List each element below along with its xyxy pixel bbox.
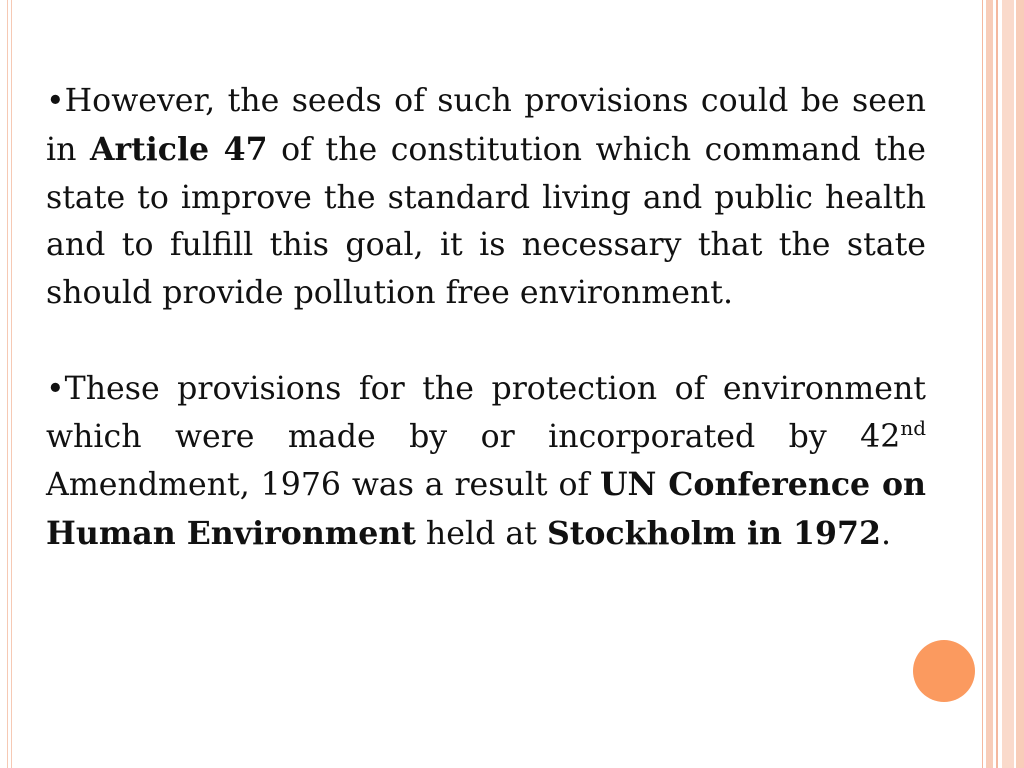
right-decor-bar [1016, 0, 1024, 768]
stockholm-highlight: Stockholm in 1972 [546, 515, 881, 553]
slide-body [46, 78, 926, 559]
paragraph-2-text: •These provisions for the protection of environment which were made by or incorporated by 42 [46, 370, 926, 455]
un-conference-highlight: UN Conference on Human Environment [46, 466, 926, 553]
left-frame-line [11, 0, 12, 768]
left-frame-line [7, 0, 8, 768]
paragraph-1-text: of the constitution which command the state to improve the standard living and public health and to fulfill this goal, it is necessary that the state should provide pollution free environment. [46, 131, 926, 312]
orange-circle-decoration [913, 640, 975, 702]
right-decor-bar [1002, 0, 1014, 768]
paragraph-2-text: held at [415, 516, 547, 553]
ordinal-superscript: nd [900, 415, 926, 440]
article-47-highlight: Article 47 [90, 130, 268, 168]
right-decor-bar [986, 0, 993, 768]
right-decor-bar [996, 0, 998, 768]
right-decor-bar [982, 0, 983, 768]
paragraph-2-text: Amendment, 1976 was a result of [46, 467, 600, 504]
paragraph-article-47 [46, 78, 926, 318]
paragraph-1-text: •However, the seeds of such provisions could be seen in [46, 83, 926, 168]
paragraph-2-text: . [880, 516, 891, 553]
paragraph-42nd-amendment [46, 366, 926, 559]
